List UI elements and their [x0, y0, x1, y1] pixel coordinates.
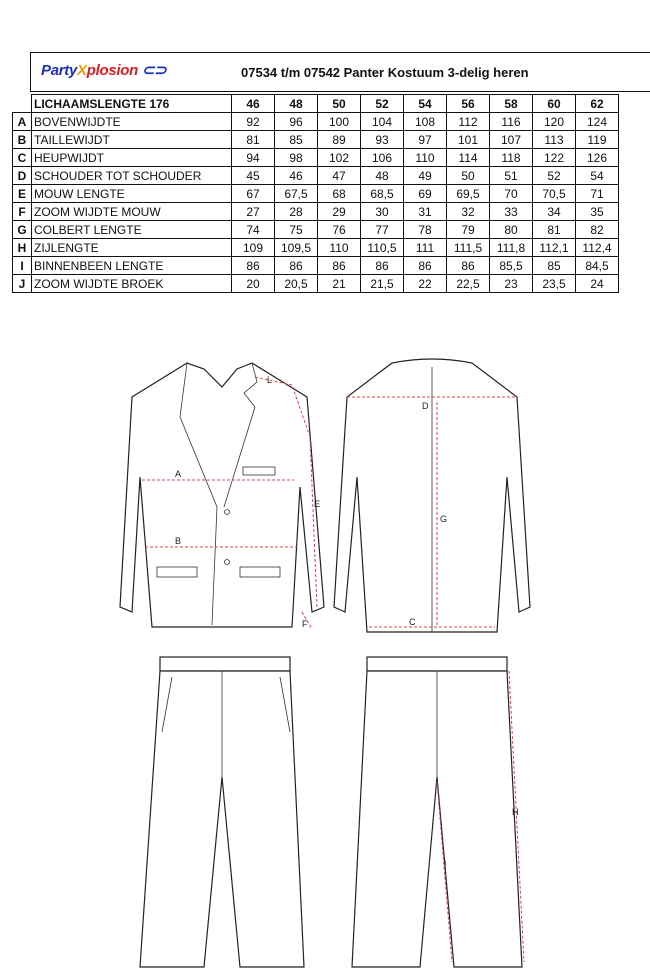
- measurement-cell: 92: [232, 113, 275, 131]
- measurement-cell: 120: [533, 113, 576, 131]
- row-label: ZIJLENGTE: [32, 239, 232, 257]
- measurement-cell: 108: [404, 113, 447, 131]
- row-letter: A: [13, 113, 32, 131]
- row-letter: J: [13, 275, 32, 293]
- measurement-cell: 71: [576, 185, 619, 203]
- measurement-cell: 84,5: [576, 257, 619, 275]
- trousers-back: [352, 657, 524, 967]
- size-col: 60: [533, 95, 576, 113]
- measurement-cell: 86: [361, 257, 404, 275]
- measurement-cell: 112,1: [533, 239, 576, 257]
- label-a: A: [175, 469, 182, 479]
- measurement-cell: 54: [576, 167, 619, 185]
- chart-header: [30, 52, 650, 92]
- brand-part-1: Party: [41, 62, 78, 79]
- size-col: 56: [447, 95, 490, 113]
- measurement-cell: 50: [447, 167, 490, 185]
- measurement-cell: 124: [576, 113, 619, 131]
- size-col: 62: [576, 95, 619, 113]
- measurement-cell: 28: [275, 203, 318, 221]
- measurement-cell: 23,5: [533, 275, 576, 293]
- measurement-cell: 79: [447, 221, 490, 239]
- label-d: D: [422, 401, 429, 411]
- measurement-cell: 101: [447, 131, 490, 149]
- measurement-row: [13, 203, 619, 221]
- row-letter: C: [13, 149, 32, 167]
- measurement-cell: 126: [576, 149, 619, 167]
- row-letter: H: [13, 239, 32, 257]
- measurement-cell: 109: [232, 239, 275, 257]
- measurement-row: [13, 221, 619, 239]
- measurement-cell: 93: [361, 131, 404, 149]
- measurement-cell: 98: [275, 149, 318, 167]
- row-label: BOVENWIJDTE: [32, 113, 232, 131]
- trousers-front: [140, 657, 304, 977]
- measurement-cell: 100: [318, 113, 361, 131]
- row-label: SCHOUDER TOT SCHOUDER: [32, 167, 232, 185]
- measurement-cell: 97: [404, 131, 447, 149]
- measurement-cell: 82: [576, 221, 619, 239]
- measurement-cell: 94: [232, 149, 275, 167]
- measurement-cell: 21,5: [361, 275, 404, 293]
- label-b: B: [175, 536, 182, 546]
- chart-title: 07534 t/m 07542 Panter Kostuum 3-delig heren: [241, 65, 529, 80]
- size-col: 58: [490, 95, 533, 113]
- measurement-cell: 32: [447, 203, 490, 221]
- measurement-cell: 68,5: [361, 185, 404, 203]
- size-col: 52: [361, 95, 404, 113]
- measurement-cell: 46: [275, 167, 318, 185]
- measurement-cell: 51: [490, 167, 533, 185]
- measurement-cell: 118: [490, 149, 533, 167]
- measurement-cell: 21: [318, 275, 361, 293]
- measurement-cell: 119: [576, 131, 619, 149]
- jacket-back: [334, 359, 530, 632]
- mask-icon: ⊂⊃: [141, 62, 167, 79]
- row-letter: D: [13, 167, 32, 185]
- jacket-front: [120, 363, 324, 629]
- suit-diagram: [12, 357, 642, 977]
- measurement-cell: 70: [490, 185, 533, 203]
- measurement-cell: 85: [533, 257, 576, 275]
- measurement-cell: 68: [318, 185, 361, 203]
- brand-part-2: X: [77, 62, 87, 79]
- label-i: I: [444, 859, 447, 869]
- measurement-cell: 48: [361, 167, 404, 185]
- measurement-cell: 110: [404, 149, 447, 167]
- measurement-cell: 86: [447, 257, 490, 275]
- row-label: COLBERT LENGTE: [32, 221, 232, 239]
- label-l: L: [267, 375, 273, 385]
- measurement-cell: 23: [490, 275, 533, 293]
- measurement-cell: 106: [361, 149, 404, 167]
- measurement-row: [13, 257, 619, 275]
- measurement-cell: 52: [533, 167, 576, 185]
- label-c: C: [409, 617, 416, 627]
- measurement-cell: 76: [318, 221, 361, 239]
- brand-part-3: plosion: [86, 62, 138, 79]
- measurement-cell: 49: [404, 167, 447, 185]
- measurement-cell: 111,5: [447, 239, 490, 257]
- measurement-cell: 24: [576, 275, 619, 293]
- measurement-cell: 110,5: [361, 239, 404, 257]
- body-length-label: LICHAAMSLENGTE 176: [32, 95, 232, 113]
- measurement-cell: 113: [533, 131, 576, 149]
- measurement-cell: 86: [318, 257, 361, 275]
- measurement-cell: 67: [232, 185, 275, 203]
- measurement-cell: 27: [232, 203, 275, 221]
- measurement-cell: 45: [232, 167, 275, 185]
- measurement-cell: 81: [232, 131, 275, 149]
- measurement-cell: 20: [232, 275, 275, 293]
- row-label: HEUPWIJDT: [32, 149, 232, 167]
- row-letter: B: [13, 131, 32, 149]
- measurement-cell: 96: [275, 113, 318, 131]
- measurement-cell: 78: [404, 221, 447, 239]
- measurement-cell: 20,5: [275, 275, 318, 293]
- row-label: BINNENBEEN LENGTE: [32, 257, 232, 275]
- measurement-cell: 86: [404, 257, 447, 275]
- size-col: 50: [318, 95, 361, 113]
- header-spacer: [13, 95, 32, 113]
- measurement-row: [13, 275, 619, 293]
- label-f: F: [302, 619, 308, 629]
- measurement-cell: 35: [576, 203, 619, 221]
- row-letter: G: [13, 221, 32, 239]
- measurement-cell: 86: [232, 257, 275, 275]
- row-label: TAILLEWIJDT: [32, 131, 232, 149]
- size-table: [12, 94, 619, 293]
- measurement-cell: 81: [533, 221, 576, 239]
- row-letter: F: [13, 203, 32, 221]
- measurement-cell: 102: [318, 149, 361, 167]
- row-label: ZOOM WIJDTE MOUW: [32, 203, 232, 221]
- measurement-cell: 33: [490, 203, 533, 221]
- measurement-cell: 111: [404, 239, 447, 257]
- measurement-cell: 116: [490, 113, 533, 131]
- measurement-cell: 80: [490, 221, 533, 239]
- measurement-row: [13, 185, 619, 203]
- measurement-cell: 85: [275, 131, 318, 149]
- measurement-cell: 104: [361, 113, 404, 131]
- measurement-cell: 122: [533, 149, 576, 167]
- measurement-row: [13, 149, 619, 167]
- measurement-cell: 34: [533, 203, 576, 221]
- row-letter: E: [13, 185, 32, 203]
- measurement-row: [13, 131, 619, 149]
- brand-logo: [41, 61, 166, 79]
- measurement-cell: 112,4: [576, 239, 619, 257]
- label-e: E: [314, 499, 321, 509]
- measurement-cell: 74: [232, 221, 275, 239]
- measurement-cell: 85,5: [490, 257, 533, 275]
- label-g: G: [440, 514, 448, 524]
- measurement-cell: 107: [490, 131, 533, 149]
- row-label: MOUW LENGTE: [32, 185, 232, 203]
- measurement-cell: 112: [447, 113, 490, 131]
- measurement-row: [13, 239, 619, 257]
- size-header-row: [13, 95, 619, 113]
- measurement-cell: 70,5: [533, 185, 576, 203]
- measurement-row: [13, 113, 619, 131]
- measurement-cell: 111,8: [490, 239, 533, 257]
- size-col: 48: [275, 95, 318, 113]
- measurement-cell: 86: [275, 257, 318, 275]
- label-h: H: [512, 807, 519, 817]
- measurement-cell: 109,5: [275, 239, 318, 257]
- measurement-cell: 114: [447, 149, 490, 167]
- measurement-row: [13, 167, 619, 185]
- measurement-cell: 22,5: [447, 275, 490, 293]
- size-col: 54: [404, 95, 447, 113]
- measurement-cell: 89: [318, 131, 361, 149]
- measurement-cell: 67,5: [275, 185, 318, 203]
- measurement-cell: 22: [404, 275, 447, 293]
- measurement-cell: 69,5: [447, 185, 490, 203]
- row-label: ZOOM WIJDTE BROEK: [32, 275, 232, 293]
- measurement-cell: 77: [361, 221, 404, 239]
- measurement-cell: 110: [318, 239, 361, 257]
- row-letter: I: [13, 257, 32, 275]
- measurement-cell: 30: [361, 203, 404, 221]
- measurement-cell: 47: [318, 167, 361, 185]
- measurement-cell: 31: [404, 203, 447, 221]
- measurement-cell: 75: [275, 221, 318, 239]
- measurement-cell: 29: [318, 203, 361, 221]
- measurement-cell: 69: [404, 185, 447, 203]
- size-col: 46: [232, 95, 275, 113]
